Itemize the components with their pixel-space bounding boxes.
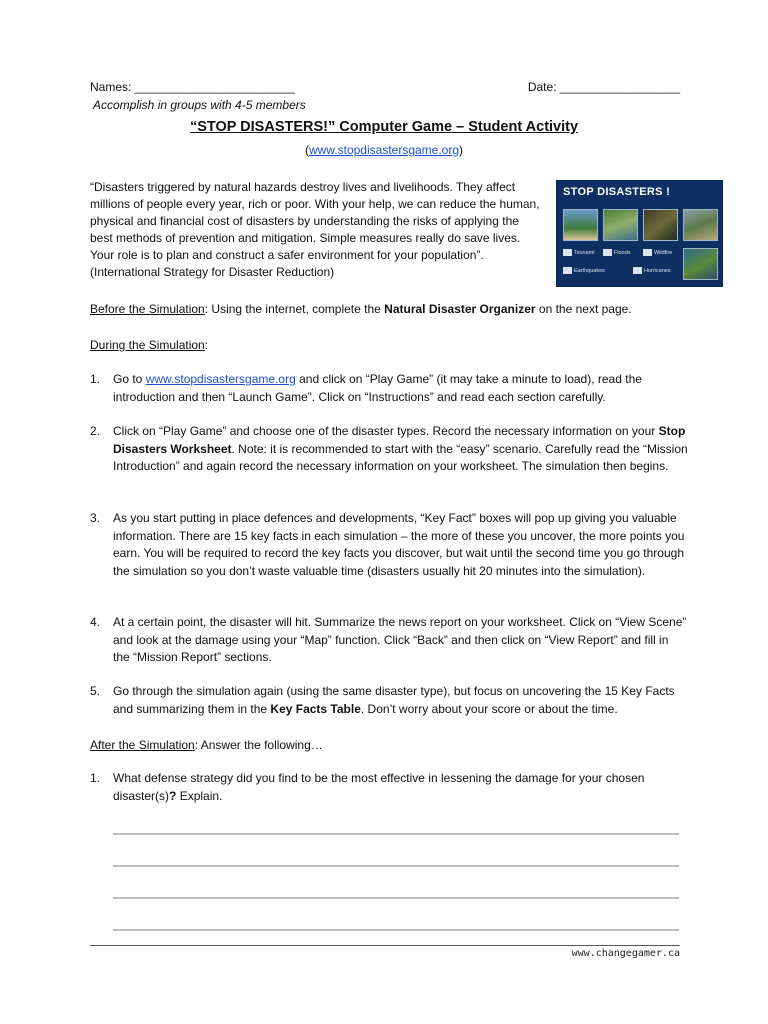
title-url xyxy=(0,143,768,157)
tsunami-tile-image xyxy=(563,209,598,241)
before-simulation-paragraph xyxy=(90,301,632,318)
hurricanes-tile-image xyxy=(683,248,718,280)
footer-site: www.changegamer.ca xyxy=(571,948,680,959)
item-number: 2. xyxy=(90,424,101,438)
item-text xyxy=(113,371,688,406)
wildfire-icon xyxy=(643,249,652,256)
tsunami-label: Tsunami xyxy=(574,250,595,256)
intro-quote: “Disasters triggered by natural hazards destroy lives and livelihoods. They affect millions of people every year, rich or poor. With your help, we can reduce the human, physical and financial cost of disasters by understanding the risks of applying the best methods of prevention and mitigation. Simple measures really do save lives. Your role is to plan and construct a safer environment for your population”. (International Strategy for Disaster Reduction) xyxy=(90,180,540,279)
header-line xyxy=(90,80,680,94)
title-url-link[interactable]: www.stopdisastersgame.org xyxy=(308,143,460,157)
after-simulation-paragraph xyxy=(90,737,323,754)
before-heading: Before the Simulation xyxy=(90,302,205,316)
question-text xyxy=(113,770,688,805)
tsunami-icon xyxy=(563,249,572,256)
item-text xyxy=(113,683,688,718)
during-simulation-heading xyxy=(90,337,208,354)
before-text-end: on the next page. xyxy=(535,302,632,316)
item2-text-b: . Note: it is recommended to start with the “easy” scenario. Carefully read the “Mission Introduction” and again record the necessary information on your worksheet. The simulation then begins. xyxy=(113,441,688,473)
wildfire-tile-image xyxy=(643,209,678,241)
during-heading: During the Simulation xyxy=(90,338,205,352)
page-title-text: “STOP DISASTERS!” Computer Game – Student Activity xyxy=(189,119,579,135)
question-text-a: What defense strategy did you find to be the most effective in lessening the damage for your chosen disaster(s) xyxy=(113,771,645,803)
item-number: 4. xyxy=(90,615,101,629)
game-url-link[interactable]: www.stopdisastersgame.org xyxy=(145,372,296,386)
earthquakes-tile-image xyxy=(683,209,718,241)
earthquakes-label: Earthquakes xyxy=(574,268,605,274)
item2-text-a: Click on “Play Game” and choose one of the disaster types. Record the necessary information on your xyxy=(113,424,659,438)
url-close-paren: ) xyxy=(459,143,464,157)
list-item xyxy=(90,423,690,476)
during-colon: : xyxy=(204,338,209,352)
answer-line[interactable] xyxy=(113,929,679,931)
item-text xyxy=(113,423,688,476)
date-field-label: Date: __________________ xyxy=(527,80,680,94)
question-number: 1. xyxy=(90,771,101,785)
item5-text-a: Go through the simulation again (using the same disaster type), but focus on uncovering the 15 Key Facts and summarizing them in the xyxy=(113,684,675,716)
hurricanes-label: Hurricanes xyxy=(644,268,671,274)
item1-text-b: and click on “Play Game” (it may take a minute to load), read the introduction and then “Launch Game”. Click on “Instructions” and read each section carefully. xyxy=(113,372,642,404)
url-open-paren: ( xyxy=(304,143,309,157)
item-number: 5. xyxy=(90,684,101,698)
question-mark: ? xyxy=(169,788,177,803)
hurricanes-icon xyxy=(633,267,642,274)
footer-divider xyxy=(90,945,680,946)
worksheet-name: Stop Disasters Worksheet xyxy=(113,424,686,456)
answer-line[interactable] xyxy=(113,897,679,899)
question-item xyxy=(90,770,690,805)
list-item xyxy=(90,510,690,580)
item-text: As you start putting in place defences and developments, “Key Fact” boxes will pop up giving you valuable information. There are 15 key facts in each simulation – the more of these you uncover, the more points you earn. You will be required to record the key facts you discover, but wait until the second time you go through the simulation so you don’t waste valuable time (disasters usually hit 20 minutes into the simulation). xyxy=(113,511,685,578)
answer-line[interactable] xyxy=(113,833,679,835)
list-item xyxy=(90,614,690,667)
names-field-label: Names: ________________________ xyxy=(90,80,295,94)
group-note: Accomplish in groups with 4-5 members xyxy=(93,98,306,112)
banner-title: STOP DISASTERS ! xyxy=(563,186,671,198)
floods-tile-image xyxy=(603,209,638,241)
item1-text-a: Go to xyxy=(113,372,146,386)
item-number: 3. xyxy=(90,511,101,525)
item5-text-b: . Don’t worry about your score or about the time. xyxy=(360,701,618,716)
item-text: At a certain point, the disaster will hit. Summarize the news report on your worksheet. Click on “View Scene” and look at the damage using your “Map” function. Click “Back” and then click on “View Report” and fill in the “Mission Report” sections. xyxy=(113,615,687,664)
wildfire-label: Wildfire xyxy=(654,250,673,256)
earthquakes-icon xyxy=(563,267,572,274)
stop-disasters-banner-image xyxy=(556,180,723,287)
key-facts-table-name: Key Facts Table xyxy=(270,701,361,716)
list-item xyxy=(90,683,690,718)
organizer-name: Natural Disaster Organizer xyxy=(384,302,536,316)
after-text: : Answer the following… xyxy=(194,738,323,752)
floods-icon xyxy=(603,249,612,256)
answer-line[interactable] xyxy=(113,865,679,867)
list-item xyxy=(90,371,690,406)
item-number: 1. xyxy=(90,372,101,386)
floods-label: Floods xyxy=(614,250,631,256)
page-title xyxy=(0,119,768,135)
before-text: : Using the internet, complete the xyxy=(204,302,385,316)
after-heading: After the Simulation xyxy=(90,738,195,752)
question-text-b: Explain. xyxy=(176,788,223,803)
